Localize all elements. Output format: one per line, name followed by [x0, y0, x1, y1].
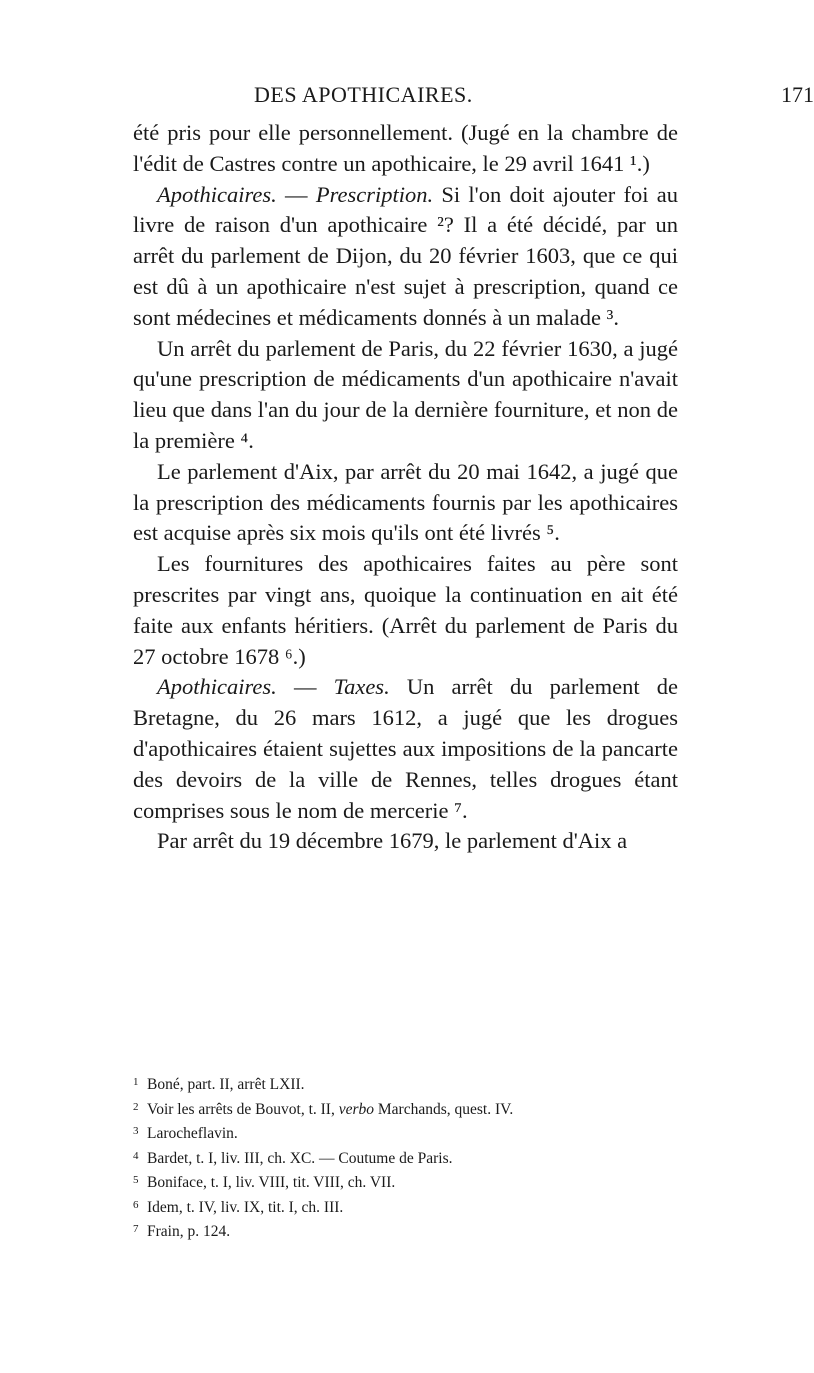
footnote-text: Boniface, t. I, liv. VIII, tit. VIII, ch. VII.: [147, 1174, 396, 1191]
paragraph-2: [133, 180, 678, 334]
footnote: [133, 1122, 678, 1147]
heading-dash: —: [276, 181, 316, 207]
footnotes: [133, 1073, 678, 1245]
section-heading: Apothicaires.: [157, 674, 277, 700]
paragraph-1: [133, 118, 678, 180]
footnote: [133, 1220, 678, 1245]
paragraph-text: Si l'on doit ajouter foi au livre de raison d'un apothicaire ²? Il a été décidé, par un arrêt du parlement de Dijon, du 20 février 1603, que ce qui est dû à un apothicaire n'est sujet à prescription, quand ce sont médecines et médicaments donnés à un malade ³.: [133, 181, 678, 330]
footnote: [133, 1073, 678, 1098]
footnote-number: 3: [133, 1125, 139, 1137]
footnote-number: 2: [133, 1100, 139, 1113]
footnote: [133, 1098, 678, 1123]
paragraph-text: Les fournitures des apothicaires faites au père sont prescrites par vingt ans, quoique la continuation en ait été faite aux enfants héritiers. (Arrêt du parlement de Paris du 27 octobre 1678 ⁶.): [133, 551, 678, 669]
section-heading: Apothicaires.: [157, 181, 277, 207]
page-header: [254, 82, 814, 112]
footnote-text: Bardet, t. I, liv. III, ch. XC. — Coutume de Paris.: [147, 1149, 453, 1167]
footnote-text: Idem, t. IV, liv. IX, tit. I, ch. III.: [147, 1198, 344, 1216]
footnote-text: Voir les arrêts de Bouvot, t. II,: [147, 1100, 339, 1118]
body-text: [133, 118, 678, 857]
footnote-number: 6: [133, 1198, 139, 1211]
paragraph-3: [133, 334, 678, 457]
section-subheading: Prescription.: [315, 181, 434, 207]
footnote-text: Marchands, quest. IV.: [374, 1100, 514, 1118]
paragraph-text: Un arrêt du parlement de Bretagne, du 26 mars 1612, a jugé que les drogues d'apothicaires étaient sujettes aux impositions de la pancarte des devoirs de la ville de Rennes, telles drogues étant comprises sous le nom de mercerie ⁷.: [133, 674, 678, 823]
footnote-text: Frain, p. 124.: [147, 1223, 231, 1240]
footnote-text: Larocheflavin.: [147, 1125, 238, 1142]
paragraph-6: [133, 672, 678, 826]
paragraph-5: [133, 549, 678, 672]
running-title: DES APOTHICAIRES.: [254, 82, 473, 107]
footnote-number: 7: [133, 1223, 139, 1235]
section-subheading: Taxes.: [333, 674, 390, 700]
paragraph-text: Le parlement d'Aix, par arrêt du 20 mai 1642, a jugé que la prescription des médicaments fournis par les apothicaires est acquise après six mois qu'ils ont été livrés ⁵.: [133, 458, 678, 546]
paragraph-4: [133, 457, 678, 549]
paragraph-text: Par arrêt du 19 décembre 1679, le parlement d'Aix a: [157, 828, 628, 854]
paragraph-text: Un arrêt du parlement de Paris, du 22 février 1630, a jugé qu'une prescription de médicaments d'un apothicaire n'avait lieu que dans l'an du jour de la dernière fourniture, et non de la première ⁴.: [133, 335, 678, 453]
footnote-number: 4: [133, 1149, 139, 1162]
heading-dash: —: [276, 674, 334, 700]
page-number: 171: [781, 82, 814, 107]
paragraph-7: [133, 826, 678, 857]
paragraph-text: été pris pour elle personnellement. (Jugé en la chambre de l'édit de Castres contre un apothicaire, le 29 avril 1641 ¹.): [133, 120, 678, 176]
footnote-text: Boné, part. II, arrêt LXII.: [147, 1076, 305, 1093]
footnote: [133, 1196, 678, 1221]
footnote: [133, 1171, 678, 1196]
footnote-italic: verbo: [338, 1100, 375, 1118]
footnote-number: 1: [133, 1076, 139, 1088]
footnote: [133, 1147, 678, 1172]
footnote-number: 5: [133, 1174, 139, 1186]
